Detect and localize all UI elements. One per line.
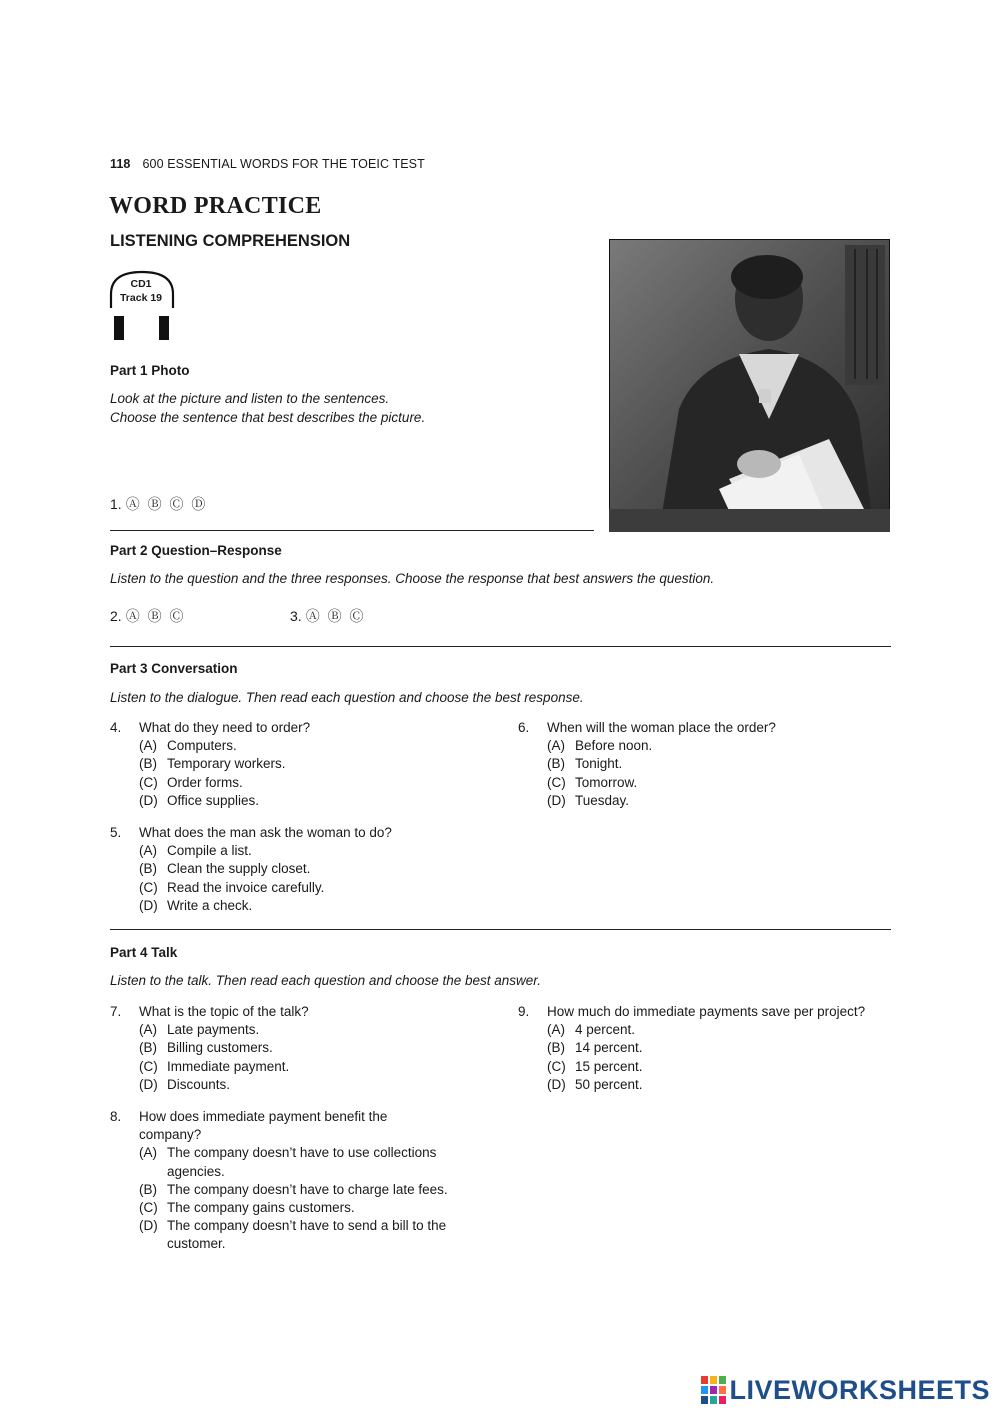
option-text: Before noon. (575, 738, 653, 754)
answer-option[interactable] (110, 1039, 490, 1057)
running-header (110, 157, 425, 171)
answer-option[interactable] (518, 755, 890, 773)
question-number: 8. (110, 1109, 122, 1124)
option-letter: (A) (139, 738, 157, 754)
answer-option[interactable] (110, 1058, 490, 1076)
option-text: 15 percent. (575, 1058, 643, 1074)
divider (110, 646, 891, 647)
option-letter: (D) (139, 897, 158, 913)
option-letter: (A) (139, 1022, 157, 1038)
item-number: 2. (110, 608, 122, 624)
option-letter: (A) (547, 1022, 565, 1038)
answer-option[interactable] (110, 737, 490, 755)
page-number: 118 (110, 157, 131, 171)
question-number: 5. (110, 825, 122, 840)
answer-option[interactable] (110, 755, 490, 773)
section-title: WORD PRACTICE (109, 193, 322, 219)
track-label: Track 19 (119, 292, 163, 304)
part3-instructions: Listen to the dialogue. Then read each question and choose the best response. (110, 690, 584, 705)
answer-option[interactable] (110, 860, 490, 878)
option-letter: (B) (547, 756, 565, 772)
book-title: 600 ESSENTIAL WORDS FOR THE TOEIC TEST (142, 157, 425, 171)
option-text: Discounts. (167, 1076, 231, 1092)
question-7 (110, 1003, 490, 1094)
answer-option[interactable] (518, 1058, 890, 1076)
question-number: 4. (110, 720, 122, 735)
question-text: How much do immediate payments save per project? (547, 1004, 866, 1019)
part2-instructions: Listen to the question and the three responses. Choose the response that best answers the question. (110, 571, 715, 586)
option-text: 14 percent. (575, 1040, 643, 1056)
option-letter: (A) (547, 738, 565, 754)
option-text: 50 percent. (575, 1076, 643, 1092)
answer-option[interactable] (110, 879, 490, 897)
option-letter: (B) (139, 861, 157, 877)
answer-option[interactable] (110, 897, 490, 915)
answer-row-1 (110, 494, 207, 514)
answer-option[interactable] (518, 1076, 890, 1094)
option-letter: (C) (139, 1058, 158, 1074)
option-letter: (B) (139, 1181, 157, 1197)
answer-option[interactable] (110, 1199, 500, 1217)
subsection-title: LISTENING COMPREHENSION (110, 232, 351, 250)
question-5 (110, 824, 490, 915)
answer-row-3 (290, 606, 365, 626)
part1-title: Part 1 Photo (110, 363, 190, 378)
part4-title: Part 4 Talk (110, 945, 178, 960)
option-text: Computers. (167, 738, 237, 754)
option-text: Late payments. (167, 1022, 260, 1038)
option-text: 4 percent. (575, 1022, 636, 1038)
question-number: 9. (518, 1004, 530, 1019)
brand-name: LIVEWORKSHEETS (729, 1374, 990, 1405)
question-text: What is the topic of the talk? (139, 1004, 309, 1019)
part3-title: Part 3 Conversation (110, 661, 238, 676)
item-number: 3. (290, 608, 302, 624)
question-6 (518, 719, 890, 810)
part2-title: Part 2 Question–Response (110, 543, 282, 558)
option-letter: (B) (139, 756, 157, 772)
option-text: Clean the supply closet. (167, 861, 311, 877)
option-text: Tomorrow. (575, 774, 638, 790)
option-text: Temporary workers. (167, 756, 286, 772)
question-number: 7. (110, 1004, 122, 1019)
answer-option[interactable] (518, 792, 890, 810)
answer-option[interactable] (110, 792, 490, 810)
part1-instruction-line: Choose the sentence that best describes the picture. (110, 410, 426, 425)
option-text: Order forms. (167, 774, 243, 790)
question-text: What does the man ask the woman to do? (139, 825, 392, 840)
option-text: Compile a list. (167, 843, 252, 859)
answer-option[interactable] (518, 1039, 890, 1057)
option-text: Billing customers. (167, 1040, 273, 1056)
question-text: What do they need to order? (139, 720, 311, 735)
answer-option[interactable] (518, 737, 890, 755)
option-letter: (A) (139, 1145, 157, 1161)
answer-option[interactable] (110, 842, 490, 860)
part1-instructions (110, 389, 425, 427)
question-8 (110, 1108, 500, 1254)
item-number: 1. (110, 496, 122, 512)
answer-option[interactable] (110, 1217, 500, 1253)
cd-label: CD1 (130, 278, 152, 290)
question-9 (518, 1003, 890, 1094)
option-letter: (C) (139, 1200, 158, 1216)
option-text: The company doesn’t have to charge late fees. (167, 1181, 448, 1197)
option-letter: (B) (139, 1040, 157, 1056)
answer-row-2 (110, 606, 185, 626)
question-text: When will the woman place the order? (547, 720, 776, 735)
question-number: 6. (518, 720, 530, 735)
option-letter: (C) (547, 774, 566, 790)
option-text: Immediate payment. (167, 1058, 290, 1074)
option-letter: (D) (139, 1218, 158, 1234)
answer-option[interactable] (518, 774, 890, 792)
option-letter: (A) (139, 843, 157, 859)
option-letter: (C) (139, 774, 158, 790)
answer-bubbles[interactable]: Ⓐ Ⓑ Ⓒ (125, 608, 186, 624)
part4-instructions: Listen to the talk. Then read each question and choose the best answer. (110, 973, 542, 988)
option-text: The company doesn’t have to send a bill to the customer. (167, 1218, 447, 1252)
answer-option[interactable] (110, 1021, 490, 1039)
answer-option[interactable] (110, 1181, 500, 1199)
option-letter: (C) (547, 1058, 566, 1074)
option-letter: (B) (547, 1040, 565, 1056)
question-text: How does immediate payment benefit the company? (139, 1109, 388, 1143)
divider (110, 530, 594, 531)
option-text: The company doesn’t have to use collections agencies. (167, 1145, 437, 1179)
divider (110, 929, 891, 930)
answer-bubbles[interactable]: Ⓐ Ⓑ Ⓒ Ⓓ (125, 496, 208, 512)
answer-bubbles[interactable]: Ⓐ Ⓑ Ⓒ (305, 608, 366, 624)
cd-track-badge (108, 268, 178, 343)
question-4 (110, 719, 490, 810)
option-text: Tuesday. (575, 792, 630, 808)
office-photo (609, 239, 890, 532)
answer-option[interactable] (110, 1076, 490, 1094)
option-letter: (D) (139, 792, 158, 808)
option-text: Office supplies. (167, 792, 260, 808)
option-letter: (D) (547, 1076, 566, 1092)
option-text: Read the invoice carefully. (167, 879, 325, 895)
part1-instruction-line: Look at the picture and listen to the sentences. (110, 391, 390, 406)
liveworksheets-logo-icon (701, 1376, 727, 1404)
answer-option[interactable] (110, 774, 490, 792)
answer-option[interactable] (110, 1144, 500, 1180)
option-text: Tonight. (575, 756, 623, 772)
option-letter: (D) (547, 792, 566, 808)
option-text: The company gains customers. (167, 1200, 355, 1216)
liveworksheets-logo[interactable] (701, 1375, 990, 1405)
option-letter: (D) (139, 1076, 158, 1092)
option-text: Write a check. (167, 897, 253, 913)
answer-option[interactable] (518, 1021, 890, 1039)
option-letter: (C) (139, 879, 158, 895)
